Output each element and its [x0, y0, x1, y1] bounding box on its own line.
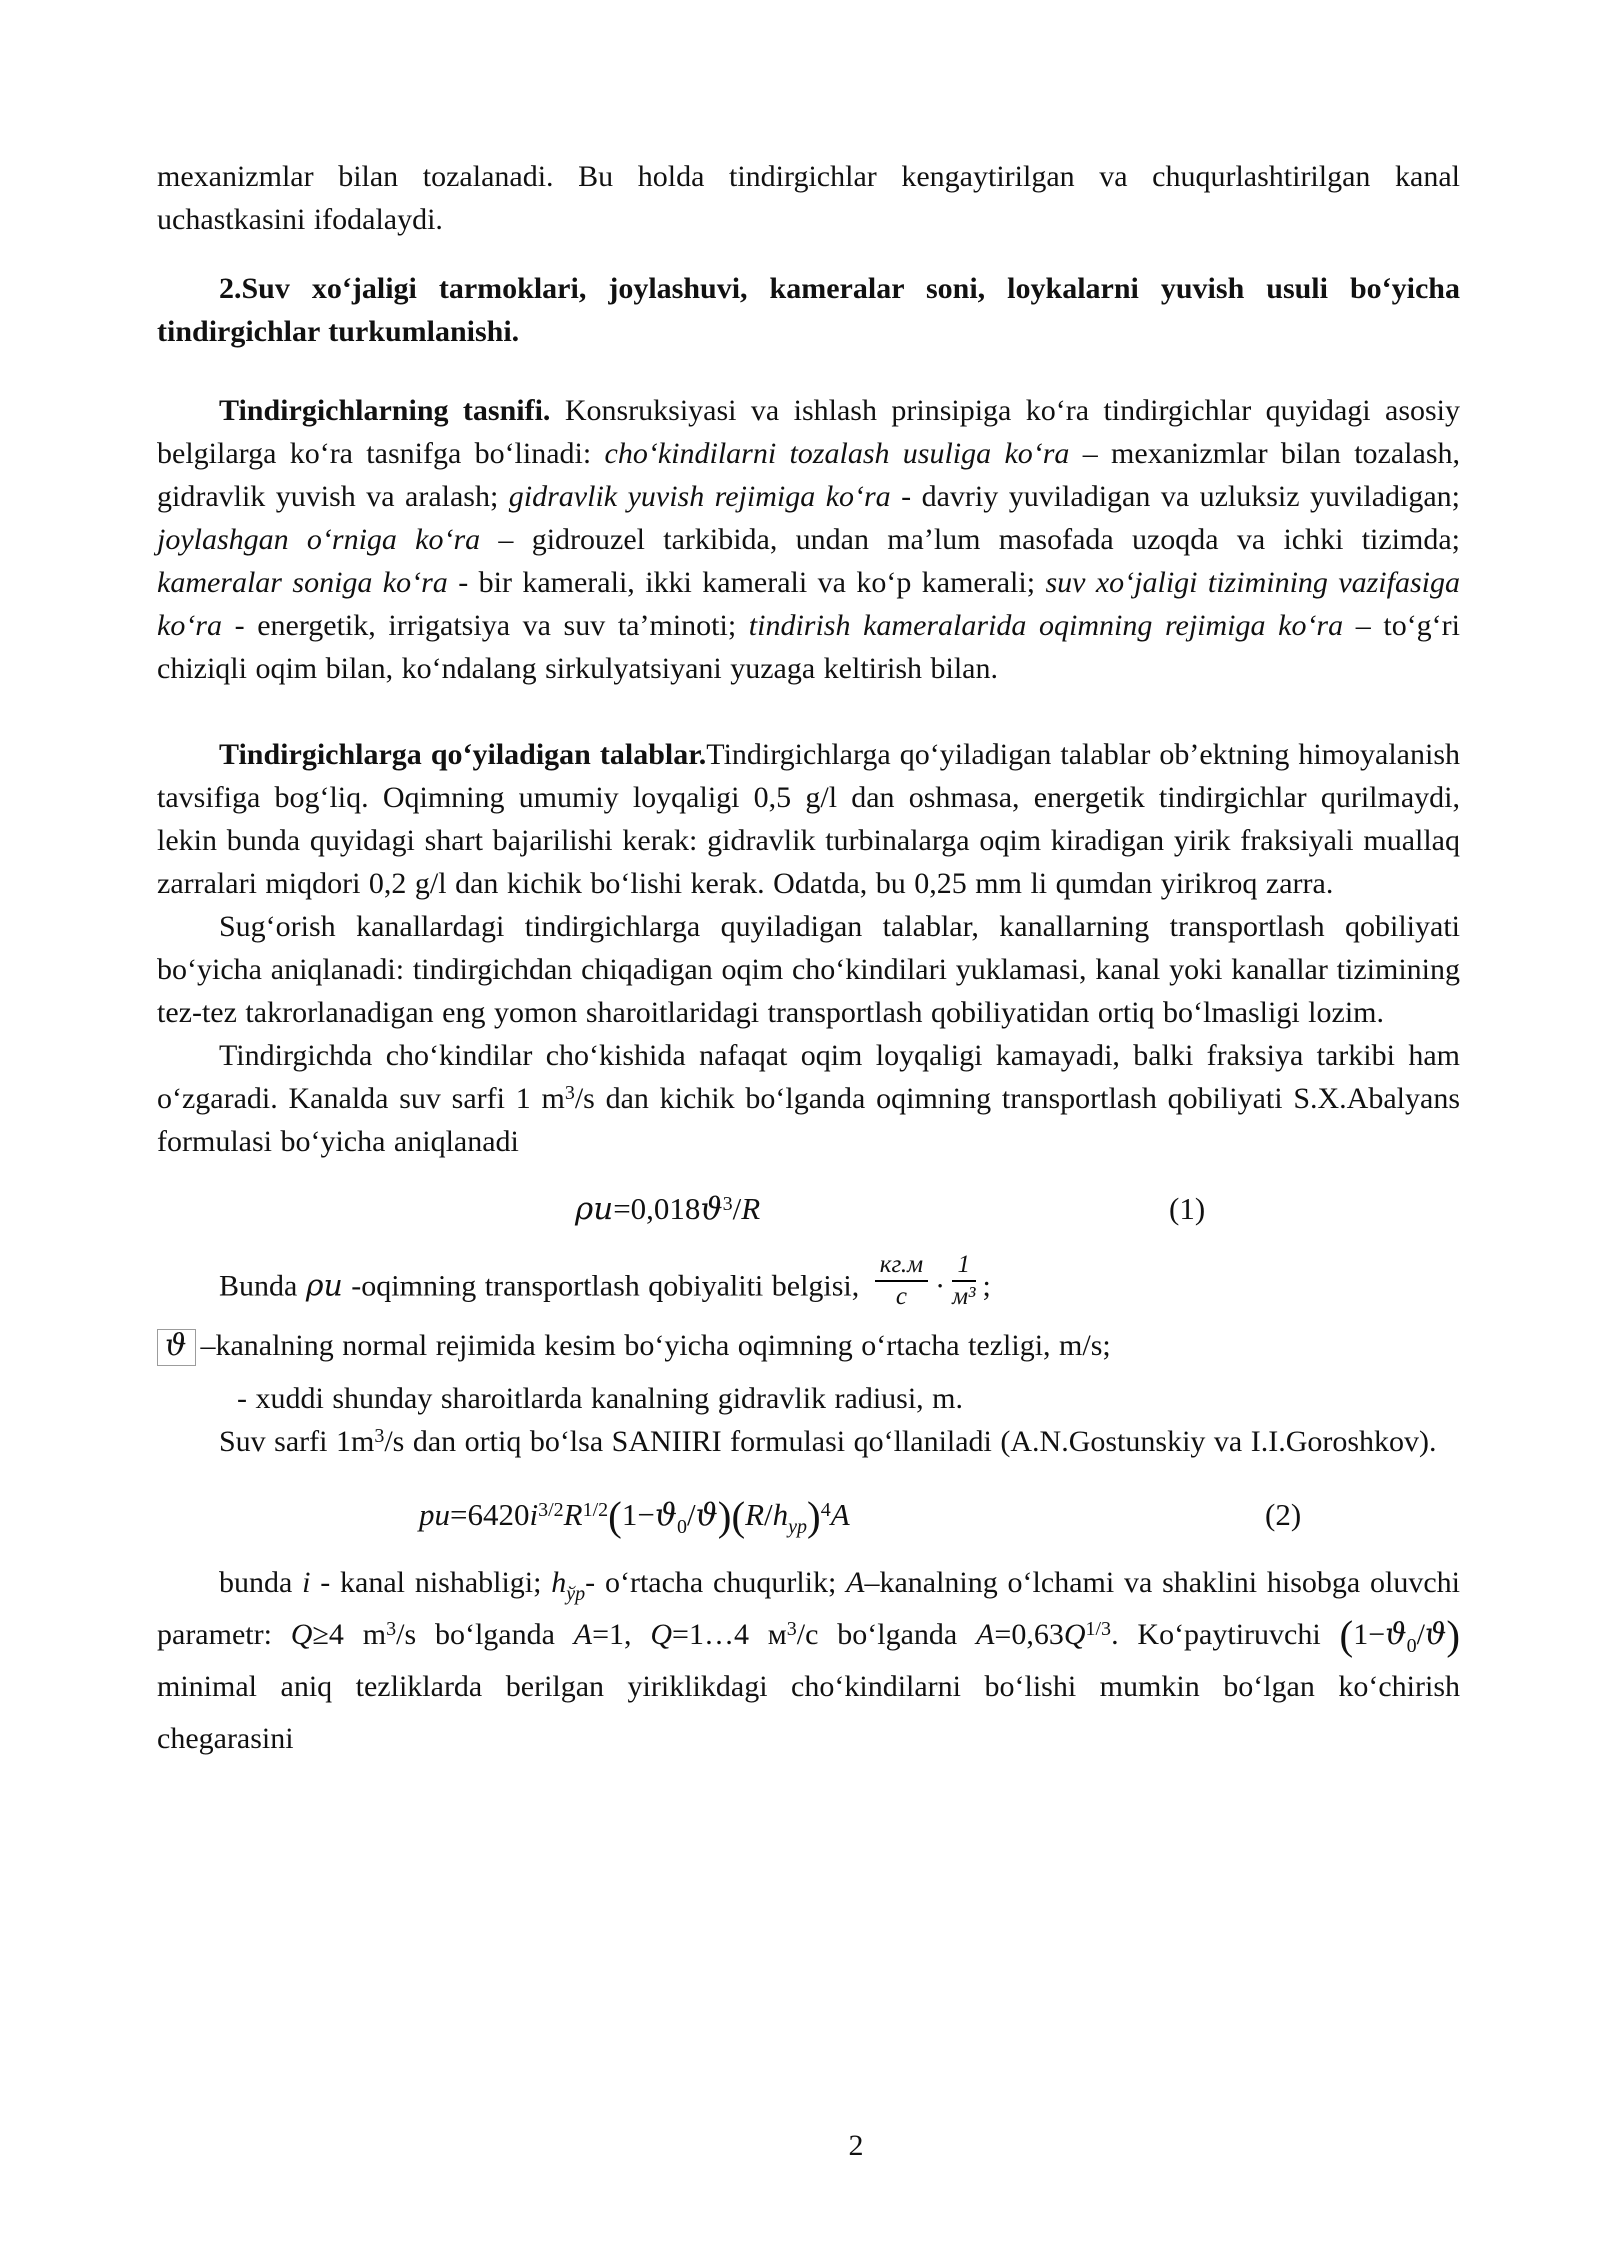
text-run: Tindirgichda choʻkindilar choʻkishida nafaqat oqim loyqaligi kamayadi, balki fraksiya tarkibi ham oʻzgaradi. Kanalda suv sarfi 1 m [157, 1039, 1460, 1115]
text-run: –kanalning normal rejimida kesim boʻyicha oqimning oʻrtacha tezligi, m/s; [200, 1329, 1111, 1362]
text-run: 2.Suv xoʻjaligi tarmoklari, joylashuvi, kameralar soni, loykalarni yuvish usuli boʻyicha tindirgichlar turkumlanishi. [157, 272, 1460, 348]
text-run: ϑ [1424, 1617, 1447, 1652]
text-run: 3/2 [538, 1499, 564, 1521]
fraction-numerator: кг.м [875, 1251, 928, 1282]
text-run: ρu [575, 1191, 614, 1227]
text-run: - oʻrtacha chuqurlik; [585, 1566, 847, 1599]
text-run: i [302, 1566, 311, 1599]
text-run: 1− [621, 1497, 655, 1532]
text-run: =0,63 [994, 1618, 1064, 1651]
text-run: gidravlik yuvish rejimiga koʻra [508, 480, 891, 513]
paragraph-classification [157, 389, 1460, 690]
formula-1 [157, 1179, 1460, 1239]
boxed-symbol: ϑ [157, 1329, 196, 1366]
text-run: 1− [1353, 1618, 1386, 1651]
text-run: /s dan ortiq boʻlsa SANIIRI formulasi qoʻllaniladi (A.N.Gostunskiy va I.I.Goroshkov). [384, 1425, 1437, 1458]
fraction [952, 1251, 975, 1310]
formula-2 [157, 1485, 1460, 1545]
text-run: ϑ [695, 1497, 718, 1533]
text-run: 3 [386, 1618, 397, 1640]
text-run: =6420 [450, 1497, 530, 1532]
paragraph-continuation [157, 155, 1460, 241]
text-run: ) [807, 1493, 821, 1539]
text-run: h [551, 1566, 567, 1599]
text-run: =0,018 [613, 1191, 701, 1226]
text-run: – gidrouzel tarkibida, undan ma’lum masofada uzoqda va ichki tizimda; [480, 523, 1461, 556]
text-run: joylashgan oʻrniga koʻra [157, 523, 481, 556]
text-run: / [686, 1497, 696, 1532]
text-run: minimal aniq tezliklarda berilgan yiriklikdagi choʻkindilarni boʻlishi mumkin boʻlgan koʻchirish chegarasini [157, 1670, 1460, 1755]
text-run: ≥4 [312, 1618, 344, 1651]
formula-1-equation [575, 1179, 760, 1239]
text-run: 0 [1406, 1635, 1417, 1657]
text-run: 0 [676, 1516, 687, 1538]
text-run: ( [1339, 1612, 1354, 1658]
paragraph-requirements [157, 733, 1460, 905]
text-run: ( [731, 1493, 746, 1539]
paragraph-saniiri-formula [157, 1420, 1460, 1463]
fraction [875, 1251, 928, 1310]
text-run: / [764, 1497, 773, 1532]
text-run: Sugʻorish kanallardagi tindirgichlarga quyiladigan talablar, kanallarning transportlash qobiliyati boʻyicha aniqlanadi: tindirgichdan chiqadigan oqim choʻkindilari yuklamasi, kanal yoki kanallar tizimining tez-tez takrorlanadigan eng yomon sharoitlaridagi transportlash qobiliyatidan ortiq boʻlmasligi lozim. [157, 910, 1460, 1029]
text-run: , [624, 1618, 651, 1651]
text-run: - bir kamerali, ikki kamerali va koʻp kamerali; [447, 566, 1046, 599]
text-run: Tindirgichlarga qoʻyiladigan talablar. [219, 738, 707, 771]
text-run: –kanalning oʻlchami va shaklini hisobga oluvchi parametr: [157, 1566, 1460, 1651]
fraction-denominator: м³ [952, 1283, 976, 1310]
fraction-numerator: 1 [952, 1251, 975, 1282]
text-run: Bunda [219, 1269, 306, 1303]
text-run: - kanal nishabligi; [310, 1566, 552, 1599]
text-run: R [741, 1191, 761, 1226]
text-run: mexanizmlar bilan tozalanadi. Bu holda tindirgichlar kengaytirilgan va chuqurlashtirilgan kanal uchastkasini ifodalaydi. [157, 160, 1460, 236]
text-run: ϑ [1385, 1617, 1407, 1652]
text-run: Q [650, 1618, 673, 1651]
text-run: Tindirgichlarga qoʻyiladigan talablar ob’ektning himoyalanish tavsifiga bogʻliq. Oqimning umumiy loyqaligi 0,5 g/l dan oshmasa, energetik tindirgichlar qurilmaydi, lekin bunda quyidagi shart bajarilishi kerak: gidravlik turbinalarga oqim kiradigan yirik fraksiyali muallaq zarralari miqdori 0,2 g/l dan kichik boʻlishi kerak. Odatda, bu 0,25 mm li qumdan yirikroq zarra. [157, 738, 1460, 900]
text-run: -oqimning transportlash qobiyaliti belgisi, [342, 1269, 868, 1303]
text-run: R [745, 1497, 765, 1532]
text-run: m [343, 1618, 387, 1651]
text-run: A [830, 1497, 850, 1532]
text-run: ( [608, 1493, 622, 1539]
text-run: ρu [305, 1268, 343, 1304]
text-run: yp [788, 1516, 808, 1538]
paragraph-irrigation-channels [157, 905, 1460, 1034]
formula-2-equation [419, 1485, 850, 1545]
text-run: ) [717, 1493, 732, 1539]
text-run: 1/2 [582, 1499, 609, 1521]
text-run: ϑ [654, 1497, 677, 1533]
text-run: =1…4 м [672, 1618, 787, 1651]
text-run: 3 [722, 1193, 733, 1215]
text-run: ϑ [700, 1191, 723, 1227]
text-run: A [573, 1618, 593, 1651]
paragraph-theta-definition [157, 1324, 1460, 1367]
text-run: =1 [592, 1618, 625, 1651]
text-run: i [529, 1497, 539, 1532]
text-run: Q [290, 1618, 313, 1651]
section-heading [157, 267, 1460, 353]
text-run: . Koʻpaytiruvchi [1111, 1618, 1340, 1651]
text-run: 4 [820, 1499, 831, 1521]
text-run: ўр [566, 1583, 586, 1605]
text-run: – mexanizmlar bilan tozalash, gidravlik yuvish va aralash; [157, 437, 1461, 513]
text-run: – toʻgʻri chiziqli oqim bilan, koʻndalang sirkulyatsiyani yuzaga keltirish bilan. [157, 609, 1460, 685]
text-run: - davriy yuviladigan va uzluksiz yuviladigan; [890, 480, 1461, 513]
text-run: 3 [374, 1425, 385, 1447]
text-run: Q [1063, 1618, 1086, 1651]
text-run: suv xoʻjaligi tizimining vazifasiga koʻra [157, 566, 1460, 642]
text-run: /c boʻlganda [796, 1618, 977, 1651]
text-run: 1/3 [1085, 1618, 1112, 1640]
text-run: - xuddi shunday sharoitlarda kanalning gidravlik radiusi, m. [237, 1382, 964, 1415]
text-run: / [732, 1191, 742, 1226]
text-run: A [846, 1566, 865, 1599]
paragraph-formula2-legend [157, 1557, 1460, 1765]
text-run: kameralar soniga koʻra [157, 566, 448, 599]
document-content [157, 155, 1460, 1765]
text-run: Suv sarfi 1m [219, 1425, 375, 1458]
text-run: Tindirgichlarning tasnifi. [219, 394, 565, 427]
formula-2-number: (2) [1265, 1497, 1302, 1532]
page-number: 2 [848, 2129, 864, 2162]
formula-1-number: (1) [1169, 1191, 1206, 1226]
text-run: Konsruksiyasi va ishlash prinsipiga koʻra tindirgichlar quyidagi asosiy belgilarga koʻra tasnifga boʻlinadi: [157, 394, 1461, 470]
text-run: - energetik, irrigatsiya va suv ta’minoti; [221, 609, 749, 642]
paragraph-formula1-legend [157, 1251, 1460, 1318]
text-run: choʻkindilarni tozalash usuliga koʻra [604, 437, 1070, 470]
paragraph-sediment-fraction [157, 1034, 1460, 1163]
text-run: bunda [219, 1566, 303, 1599]
text-run: ; [982, 1269, 991, 1303]
text-run: / [1416, 1618, 1425, 1651]
text-run: 3 [786, 1618, 797, 1640]
text-run: R [563, 1497, 583, 1532]
text-run: 3 [564, 1082, 575, 1104]
text-run: pu [419, 1497, 450, 1532]
text-run: ) [1446, 1612, 1461, 1658]
text-run: /s dan kichik boʻlganda oqimning transportlash qobiliyati S.X.Abalyans formulasi boʻyicha aniqlanadi [157, 1082, 1460, 1158]
paragraph-radius-definition [157, 1377, 1460, 1420]
text-run: h [772, 1497, 789, 1532]
text-run: tindirish kameralarida oqimning rejimiga koʻra [748, 609, 1344, 642]
text-run: A [976, 1618, 995, 1651]
fraction-denominator: с [895, 1283, 907, 1310]
text-run: · [935, 1269, 946, 1303]
text-run: /s boʻlganda [396, 1618, 574, 1651]
